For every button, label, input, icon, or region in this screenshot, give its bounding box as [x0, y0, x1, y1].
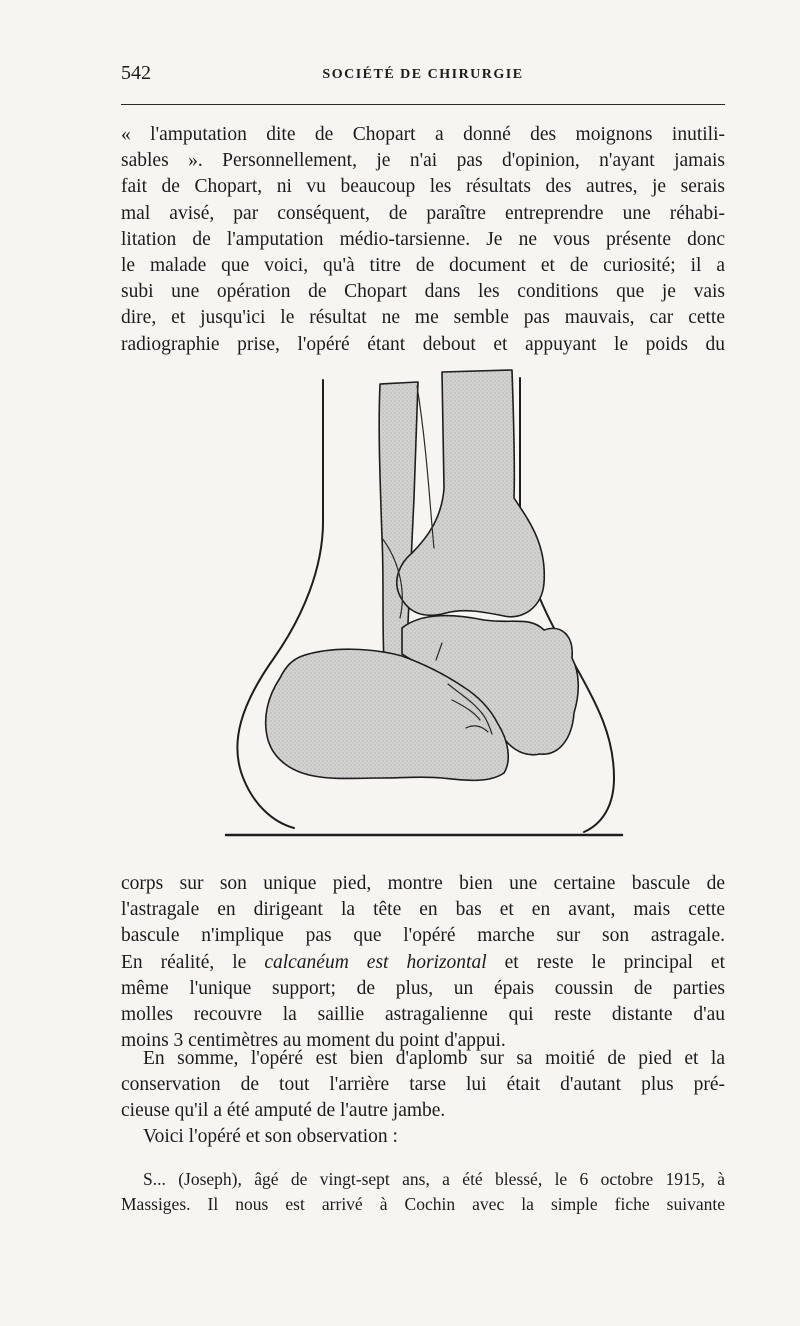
text-line: conservation de tout l'arrière tarse lui était d'autant plus pré- — [121, 1074, 725, 1096]
text-line: moins 3 centimètres au moment du point d'appui. — [121, 1030, 506, 1052]
text-line: subi une opération de Chopart dans les conditions que je vais — [121, 281, 725, 303]
text-line: En somme, l'opéré est bien d'aplomb sur sa moitié de pied et la — [143, 1048, 725, 1069]
text-line: mal avisé, par conséquent, de paraître entreprendre une réhabi- — [121, 202, 725, 224]
text-line: fait de Chopart, ni vu beaucoup les résultats des autres, je serais — [121, 176, 725, 198]
ankle-radiograph-figure — [222, 368, 632, 844]
observation-text — [121, 1167, 725, 1217]
paragraph-intro — [121, 122, 725, 358]
page-header — [121, 62, 725, 92]
tibia-bone — [397, 370, 545, 617]
text-line: Massiges. Il nous est arrivé à Cochin avec la simple fiche suivante — [121, 1194, 725, 1214]
text-line: corps sur son unique pied, montre bien une certaine bascule de — [121, 873, 725, 894]
text-line: même l'unique support; de plus, un épais coussin de parties — [121, 977, 725, 999]
text-line: le malade que voici, qu'à titre de document et de curiosité; il a — [121, 254, 725, 276]
paragraph-summary — [121, 1046, 725, 1125]
text-line: S... (Joseph), âgé de vingt-sept ans, a été blessé, le 6 octobre 1915, à — [143, 1169, 725, 1189]
text-line: dire, et jusqu'ici le résultat ne me semble pas mauvais, car cette — [121, 307, 725, 329]
text-line — [121, 950, 725, 976]
running-title: SOCIÉTÉ DE CHIRURGIE — [322, 67, 524, 82]
text-line: bascule n'implique pas que l'opéré marche sur son astragale. — [121, 925, 725, 947]
text-line: « l'amputation dite de Chopart a donné des moignons inutili- — [121, 124, 725, 145]
text-line: sables ». Personnellement, je n'ai pas d'opinion, n'ayant jamais — [121, 150, 725, 172]
text-line: litation de l'amputation médio-tarsienne. Je ne vous présente donc — [121, 228, 725, 250]
text-run: et reste le principal et — [486, 951, 725, 973]
paragraph-result — [121, 871, 725, 1054]
joint-line — [417, 386, 434, 548]
header-rule — [121, 104, 725, 105]
text-line: molles recouvre la saillie astragalienne qui reste distante d'au — [121, 1003, 725, 1025]
text-run: En réalité, le — [121, 951, 265, 973]
page-number: 542 — [121, 62, 151, 84]
emphasis-text: calcanéum est horizontal — [264, 951, 487, 973]
text-line: radiographie prise, l'opéré étant debout et appuyant le poids du — [121, 333, 725, 355]
text-line: cieuse qu'il a été amputé de l'autre jambe. — [121, 1100, 446, 1122]
text-line: l'astragale en dirigeant la tête en bas et en avant, mais cette — [121, 899, 725, 921]
text-line: Voici l'opéré et son observation : — [143, 1126, 398, 1147]
paragraph-intro-observation — [121, 1124, 725, 1150]
